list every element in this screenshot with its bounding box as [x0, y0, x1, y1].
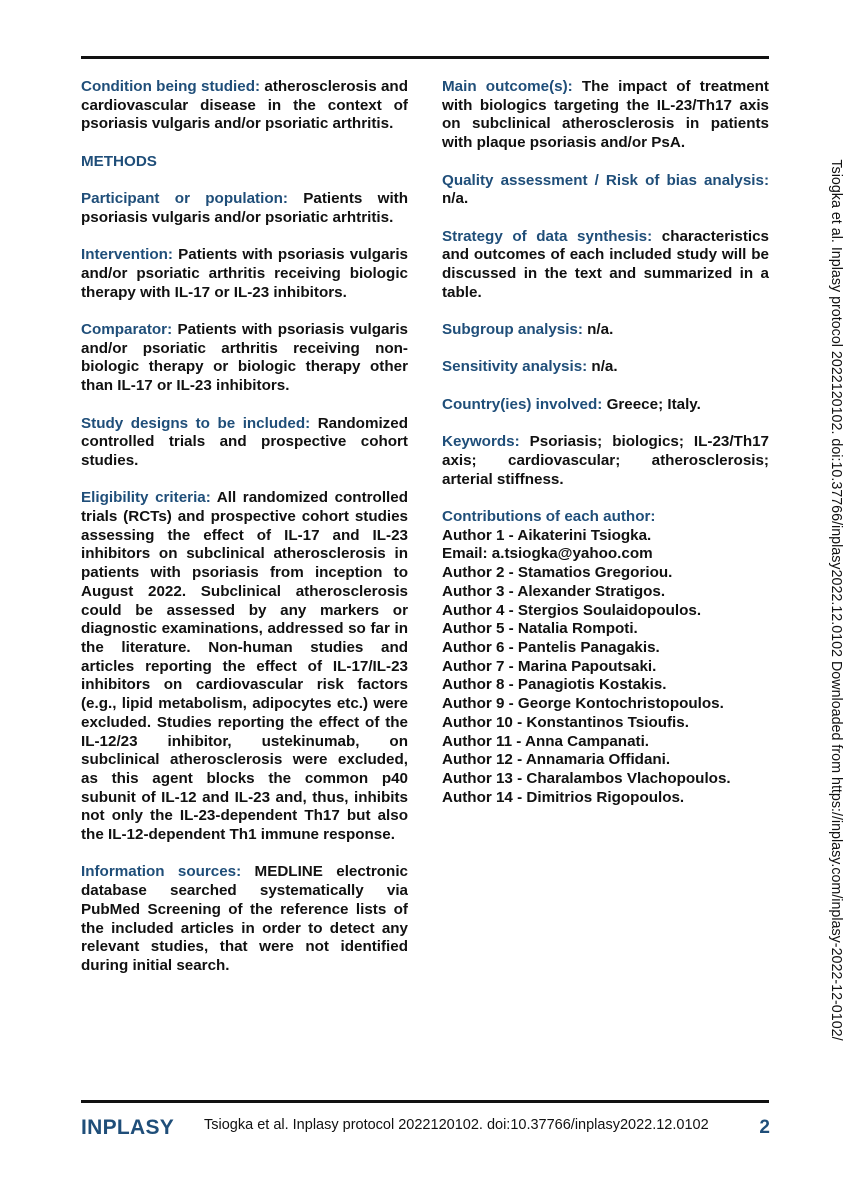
section-text: n/a. [442, 190, 469, 208]
right-column [442, 78, 769, 826]
section-contributions [442, 508, 769, 807]
methods-heading: METHODS [81, 152, 157, 170]
section-participant [81, 190, 408, 227]
section-text: Patients with psoriasis vulgaris and/or psoriatic arthritis receiving non-biologic therapy or biologic therapy other than IL-17 or IL-23 inhibitors. [81, 321, 408, 395]
author-line: Author 13 - Charalambos Vlachopoulos. [442, 769, 731, 787]
section-text: All randomized controlled trials (RCTs) and prospective cohort studies assessing the effect of IL-17 and IL-23 inhibitors on subclinical atherosclerosis in patients with psoriasis from inception to August 2022. Subclinical atherosclerosis could be assessed by any markers or diagnostic examinations, addressed so far in the literature. Non-human studies and articles reporting the effect of IL-17/IL-23 inhibitors on cardiovascular risk factors (e.g., lipid metabolism, adipocytes etc.) were excluded. Studies reporting the effect of the IL-12/23 inhibitor, ustekinumab, on subclinical atherosclerosis were excluded, as this agent blocks the common p40 subunit of IL-12 and IL-23 and, thus, inhibits not only the IL-23-dependent Th17 but also the IL-12-dependent Th1 immune response. [81, 489, 408, 844]
section-intervention [81, 246, 408, 302]
left-column [81, 78, 408, 994]
section-label: Study designs to be included: [81, 414, 311, 432]
author-line: Author 4 - Stergios Soulaidopoulos. [442, 601, 702, 619]
section-label: Subgroup analysis: [442, 321, 583, 339]
section-condition [81, 78, 408, 134]
contributions-label: Contributions of each author: [442, 508, 656, 526]
page-number: 2 [759, 1117, 770, 1138]
section-label: Participant or population: [81, 190, 288, 208]
section-text: Psoriasis; biologics; IL-23/Th17 axis; cardiovascular; atherosclerosis; arterial stiffness. [442, 433, 769, 488]
footer-citation: Tsiogka et al. Inplasy protocol 2022120102. doi:10.37766/inplasy2022.12.0102 [204, 1117, 709, 1133]
bottom-rule [81, 1100, 769, 1103]
section-keywords [442, 433, 769, 489]
side-download-text[interactable]: Tsiogka et al. Inplasy protocol 2022120102. doi:10.37766/inplasy2022.12.0102 Downloaded from https://inplasy.com/inplasy-2022-12-0102/ [828, 159, 844, 1041]
section-countries [442, 396, 769, 415]
section-text: atherosclerosis and cardiovascular disease in the context of psoriasis vulgaris and/or psoriatic arthritis. [81, 78, 408, 133]
section-label: Main outcome(s): [442, 78, 573, 95]
section-data-synthesis [442, 228, 769, 303]
section-label: Comparator: [81, 321, 173, 339]
section-study-designs [81, 415, 408, 471]
section-label: Strategy of data synthesis: [442, 227, 653, 245]
section-eligibility [81, 489, 408, 844]
author-line: Author 6 - Pantelis Panagakis. [442, 638, 660, 656]
section-text: Patients with psoriasis vulgaris and/or psoriatic arthritis receiving biologic therapy with IL-17 or IL-23 inhibitors. [81, 246, 408, 301]
section-text: characteristics and outcomes of each included study will be discussed in the text and summarized in a table. [442, 227, 769, 301]
section-quality-assessment [442, 172, 769, 209]
section-text: MEDLINE electronic database searched systematically via PubMed Screening of the reference lists of the included articles in order to detect any relevant studies, that were not identified during initial search. [81, 863, 408, 974]
section-text: The impact of treatment with biologics targeting the IL-23/Th17 axis on subclinical atherosclerosis in patients with plaque psoriasis and/or PsA. [442, 78, 769, 152]
author-line: Author 12 - Annamaria Offidani. [442, 751, 671, 769]
section-information-sources [81, 863, 408, 975]
section-label: Quality assessment / Risk of bias analysis: [442, 171, 769, 189]
section-label: Country(ies) involved: [442, 395, 603, 413]
section-label: Eligibility criteria: [81, 489, 211, 507]
section-text: Patients with psoriasis vulgaris and/or psoriatic arhtritis. [81, 190, 409, 226]
section-subgroup-analysis [442, 321, 769, 340]
author-line: Author 11 - Anna Campanati. [442, 732, 650, 750]
section-text: n/a. [587, 358, 618, 376]
author-line: Author 2 - Stamatios Gregoriou. [442, 564, 673, 582]
author-line: Author 14 - Dimitrios Rigopoulos. [442, 788, 685, 806]
section-main-outcome [442, 78, 769, 153]
author-line: Author 1 - Aikaterini Tsiogka. [442, 526, 652, 544]
author-line: Author 10 - Konstantinos Tsioufis. [442, 713, 689, 731]
author-email[interactable]: Email: a.tsiogka@yahoo.com [442, 545, 653, 563]
top-rule [81, 56, 769, 59]
section-text: Greece; Italy. [602, 395, 701, 413]
section-label: Intervention: [81, 246, 173, 264]
section-label: Keywords: [442, 433, 520, 451]
section-text: Randomized controlled trials and prospective cohort studies. [81, 414, 409, 469]
author-line: Author 8 - Panagiotis Kostakis. [442, 676, 667, 694]
section-label: Sensitivity analysis: [442, 358, 588, 376]
author-line: Author 3 - Alexander Stratigos. [442, 582, 666, 600]
section-sensitivity-analysis [442, 358, 769, 377]
section-text: n/a. [582, 321, 614, 339]
section-methods-heading [81, 153, 408, 172]
section-label: Information sources: [81, 863, 242, 881]
author-line: Author 9 - George Kontochristopoulos. [442, 695, 724, 713]
section-comparator [81, 321, 408, 396]
footer-brand-logo: INPLASY [81, 1116, 175, 1139]
author-line: Author 7 - Marina Papoutsaki. [442, 657, 657, 675]
section-label: Condition being studied: [81, 78, 261, 95]
author-line: Author 5 - Natalia Rompoti. [442, 620, 638, 638]
